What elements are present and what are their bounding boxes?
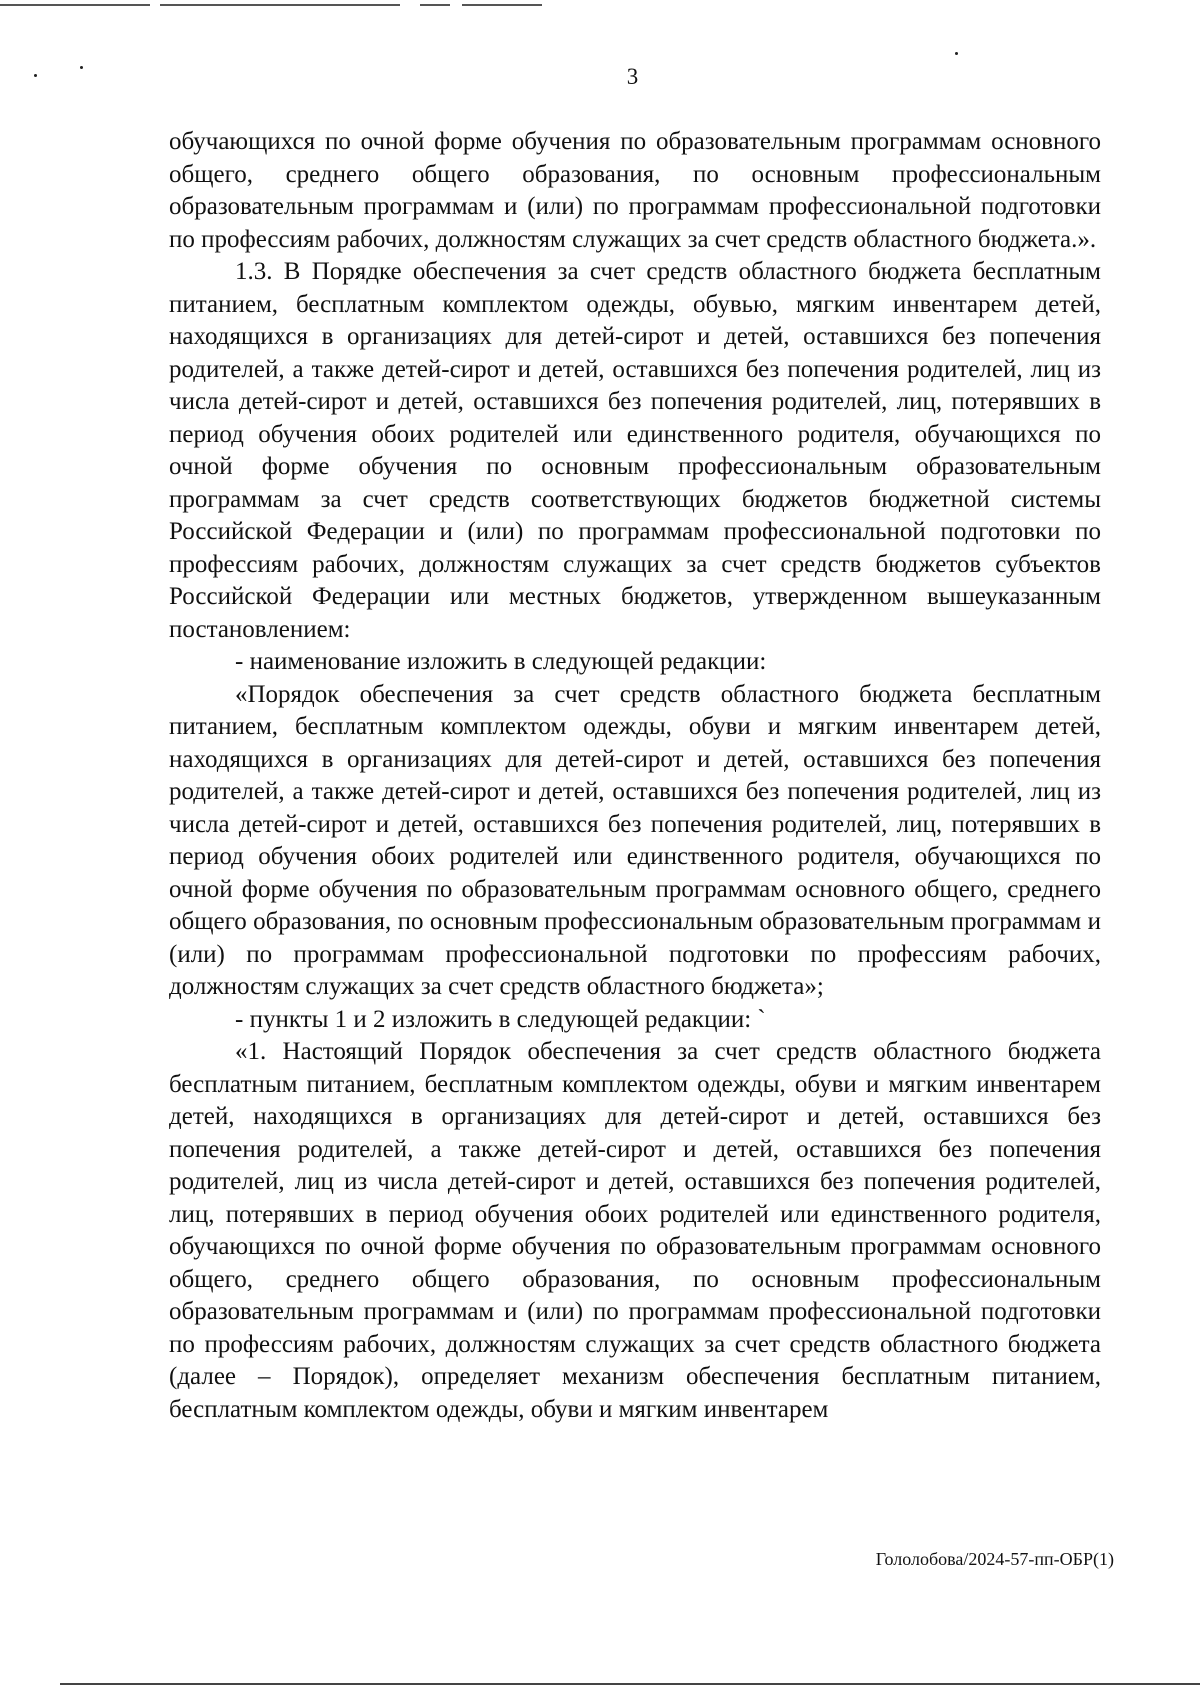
scan-artifact-line — [0, 4, 150, 6]
paragraph: обучающихся по очной форме обучения по образовательным программам основного общего, среднего общего образования, по основным профессиональным образовательным программам и (или) по программам профессиональной подготовки по профессиям рабочих, должностям служащих за счет средств областного бюджета.». — [169, 128, 1101, 253]
page-number: 3 — [626, 64, 639, 89]
paragraph: - пункты 1 и 2 изложить в следующей редакции: ` — [235, 1005, 766, 1033]
scan-artifact-speck — [955, 52, 958, 55]
paragraph: 1.3. В Порядке обеспечения за счет средств областного бюджета бесплатным питанием, бесплатным комплектом одежды, обувью, мягким инвентарем детей, находящихся в организациях для детей-сирот и детей, оставшихся без попечения родителей, а также детей-сирот и детей, оставшихся без попечения родителей, лиц из числа детей-сирот и детей, оставшихся без попечения родителей, лиц, потерявших в период обучения обоих родителей или единственного родителя, обучающихся по очной форме обучения по основным профессиональным образовательным программам за счет средств соответствующих бюджетов бюджетной системы Российской Федерации и (или) по программам профессиональной подготовки по профессиям рабочих, должностям служащих за счет средств бюджетов субъектов Российской Федерации или местных бюджетов, утвержденном вышеуказанным постановлением: — [169, 258, 1101, 643]
scan-artifact-line — [160, 4, 400, 6]
scan-artifact-line — [60, 1683, 1200, 1685]
paragraph: - наименование изложить в следующей редакции: — [235, 648, 767, 675]
paragraph: «Порядок обеспечения за счет средств областного бюджета бесплатным питанием, бесплатным комплектом одежды, обуви и мягким инвентарем детей, находящихся в организациях для детей-сирот и детей, оставшихся без попечения родителей, а также детей-сирот и детей, оставшихся без попечения родителей, лиц из числа детей-сирот и детей, оставшихся без попечения родителей, лиц, потерявших в период обучения обоих родителей или единственного родителя, обучающихся по очной форме обучения по образовательным программам основного общего, среднего общего образования, по основным профессиональным образовательным программам и (или) по программам профессиональной подготовки по профессиям рабочих, должностям служащих за счет средств областного бюджета»; — [169, 680, 1101, 1000]
paragraph: «1. Настоящий Порядок обеспечения за счет средств областного бюджета бесплатным питанием, бесплатным комплектом одежды, обуви и мягким инвентарем детей, находящихся в организациях для детей-сирот и детей, оставшихся без попечения родителей, а также детей-сирот и детей, оставшихся без попечения родителей, лиц из числа детей-сирот и детей, оставшихся без попечения родителей, лиц, потерявших в период обучения обоих родителей или единственного родителя, обучающихся по очной форме обучения по образовательным программам основного общего, среднего общего образования, по основным профессиональным образовательным программам и (или) по программам профессиональной подготовки по профессиям рабочих, должностям служащих за счет средств областного бюджета (далее – Порядок), определяет механизм обеспечения бесплатным питанием, бесплатным комплектом одежды, обуви и мягким инвентарем — [169, 1038, 1101, 1423]
scan-artifact-line — [420, 4, 450, 6]
scan-artifact-line — [462, 4, 542, 6]
document-body — [169, 126, 1101, 1426]
document-reference-code: Гололобова/2024-57-пп-ОБР(1) — [875, 1549, 1114, 1569]
